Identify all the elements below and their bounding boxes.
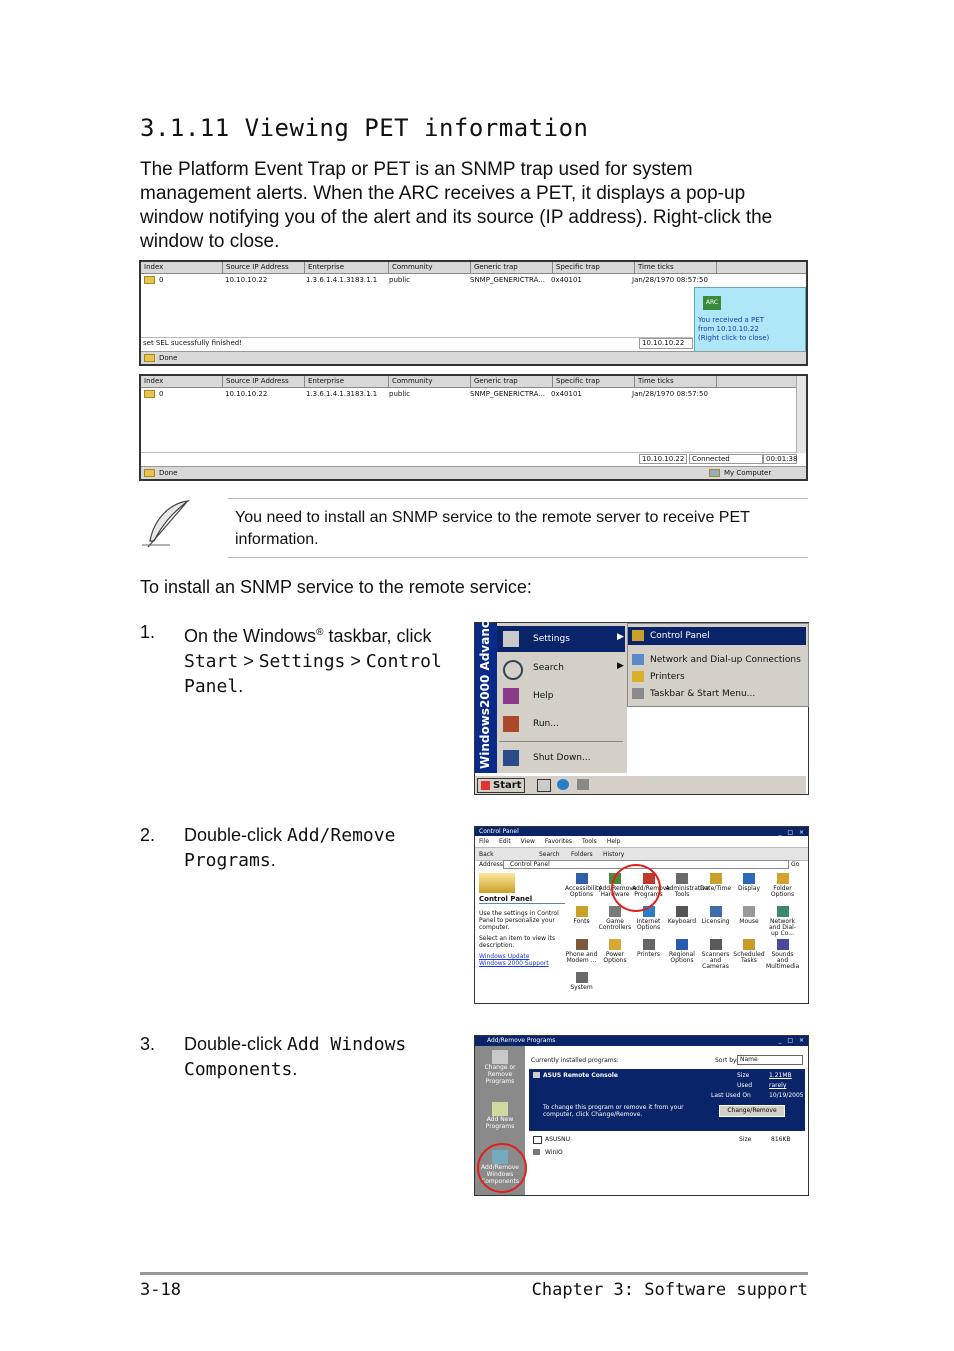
applet-label: Add/Remove Programs [632, 885, 670, 898]
install-intro: To install an SNMP service to the remote service: [140, 577, 532, 597]
title-bar: Control Panel _ □ × [475, 827, 808, 836]
applet-icon [676, 906, 688, 917]
applet-label: Accessibility Options [565, 885, 602, 898]
submenu-control-panel[interactable]: Control Panel [628, 627, 806, 645]
network-icon [632, 654, 644, 665]
status-message: set SEL sucessfully finished! [141, 337, 693, 349]
step-text: Double-click Add/Remove Programs. [184, 825, 396, 871]
program-icon [533, 1072, 540, 1078]
table-cell: 10.10.10.22 [225, 390, 268, 398]
applet-icon [777, 939, 789, 950]
shutdown-icon [503, 750, 519, 766]
sort-select[interactable]: Name [737, 1055, 803, 1065]
applet-icon [710, 873, 722, 884]
applet-icon [576, 972, 588, 983]
applet-label: Game Controllers [598, 918, 632, 931]
table-cell: Jan/28/1970 08:57:50 [632, 390, 708, 398]
applet-icon [743, 939, 755, 950]
menu-item-shutdown[interactable]: Shut Down... [497, 745, 625, 771]
settings-submenu [627, 623, 809, 707]
change-remove-button[interactable]: Change/Remove [719, 1105, 785, 1117]
col-header: Community [389, 376, 471, 387]
ip-field: 10.10.10.22 [639, 454, 687, 464]
menu-item-settings[interactable]: Settings ▶ [497, 626, 625, 652]
table-cell: 1.3.6.1.4.1.3183.1.1 [306, 390, 378, 398]
control-panel-item[interactable] [699, 873, 732, 892]
control-panel-item[interactable] [599, 939, 632, 964]
connection-timer: 00:01:38 [763, 454, 797, 464]
applet-icon [743, 873, 755, 884]
page-icon [144, 469, 155, 477]
status-fields [141, 452, 796, 464]
table-header [141, 262, 806, 274]
control-panel-item[interactable] [699, 939, 732, 970]
internet-explorer-icon[interactable] [557, 779, 569, 790]
table-cell: 10.10.10.22 [225, 276, 268, 284]
menu-item[interactable]: Edit [499, 838, 511, 845]
connection-status: Connected [689, 454, 763, 464]
control-panel-icon [632, 630, 644, 641]
control-panel-item[interactable] [766, 906, 799, 937]
table-cell: 0x40101 [551, 276, 582, 284]
applet-icon [743, 906, 755, 917]
step-number: 2. [140, 825, 156, 845]
col-header: Source IP Address [223, 376, 305, 387]
menu-item[interactable]: Help [606, 838, 621, 845]
highlight-circle [611, 864, 661, 912]
applet-label: Printers [636, 951, 661, 958]
quick-launch-icon[interactable] [577, 779, 589, 790]
control-panel-item[interactable] [766, 873, 799, 898]
status-bar: Done [141, 351, 806, 364]
applet-icon [777, 906, 789, 917]
settings-icon [503, 631, 519, 647]
applet-icon [710, 906, 722, 917]
vertical-scrollbar[interactable] [796, 376, 806, 453]
applet-label: Sounds and Multimedia [766, 951, 800, 970]
page-icon [144, 354, 155, 362]
col-header: Generic trap [471, 376, 553, 387]
menu-item-help[interactable]: Help [497, 683, 625, 709]
submenu-arrow-icon: ▶ [617, 661, 624, 671]
control-panel-item[interactable] [665, 873, 710, 898]
folders-button[interactable]: Folders [571, 851, 593, 858]
applet-icon [576, 906, 588, 917]
add-windows-components-button[interactable]: Add/Remove Windows Components [475, 1150, 525, 1185]
chapter-title: Chapter 3: Software support [531, 1280, 808, 1300]
applet-label: Internet Options [636, 918, 661, 931]
table-cell: SNMP_GENERICTRA... [470, 276, 545, 284]
control-panel-item[interactable] [733, 939, 766, 964]
control-panel-item[interactable] [733, 906, 766, 925]
page-number: 3-18 [140, 1280, 181, 1300]
windows-support-link[interactable]: Windows 2000 Support [479, 960, 549, 967]
change-remove-programs-button[interactable]: Change or Remove Programs [475, 1050, 525, 1085]
note-text: You need to install an SNMP service to the remote server to receive PET information. [235, 509, 750, 548]
zone-label: My Computer [709, 467, 771, 479]
go-button[interactable]: Go [791, 861, 800, 868]
col-header: Time ticks [635, 376, 717, 387]
control-panel-item[interactable] [565, 906, 598, 925]
step-text: On the Windows® taskbar, click Start > Settings > Control Panel. [184, 626, 442, 697]
table-cell: Jan/28/1970 08:57:50 [632, 276, 708, 284]
pet-table-screenshot [139, 374, 808, 481]
search-icon [503, 660, 523, 680]
menu-item[interactable]: Tools [582, 838, 597, 845]
applet-label: Administrative Tools [665, 885, 710, 898]
applet-label: Scheduled Tasks [733, 951, 765, 964]
start-menu-screenshot [474, 604, 809, 795]
start-menu [497, 623, 627, 773]
menu-item[interactable]: Favorites [544, 838, 573, 845]
menu-bar [479, 838, 621, 845]
control-panel-item[interactable] [699, 906, 732, 925]
col-header: Generic trap [471, 262, 553, 273]
applet-icon [777, 873, 789, 884]
taskbar-icon [632, 688, 644, 699]
program-icon [533, 1149, 540, 1155]
col-header: Community [389, 262, 471, 273]
table-cell: 0 [141, 274, 222, 286]
change-remove-icon [492, 1050, 508, 1064]
col-header: Time ticks [635, 262, 717, 273]
menu-item-run[interactable]: Run... [497, 711, 625, 737]
program-icon [533, 1136, 542, 1144]
note-bottom-rule [228, 557, 808, 558]
applet-icon [609, 906, 621, 917]
applet-label: Mouse [739, 918, 759, 925]
add-remove-screenshot: Add/Remove Programs _ □ × Change or Remove Programs Add New Programs Add/Remove Windows Components Currently installed programs: Sort by: Name ASUS Remote Console Size 1.21MB Used rarely Last Used On 10/19/2005 To change this program or remove it from your computer, click Change/Remove. Change/Remove ASUSNU Size 816KB WinIO [474, 1035, 809, 1196]
side-panel: Control Panel Use the settings in Control Panel to personalize your computer. Select an item to view its description. Windows Update Windows 2000 Support [479, 873, 565, 967]
applet-icon [676, 873, 688, 884]
sort-label: Sort by: [715, 1057, 739, 1064]
control-panel-item[interactable] [666, 906, 699, 925]
add-new-programs-button[interactable]: Add New Programs [475, 1102, 525, 1130]
add-new-icon [492, 1102, 508, 1116]
applet-icon [576, 939, 588, 950]
step-number: 1. [140, 622, 156, 642]
applet-label: Phone and Modem ... [565, 951, 598, 964]
applet-label: Folder Options [770, 885, 795, 898]
control-panel-item[interactable] [733, 873, 766, 892]
table-cell: SNMP_GENERICTRA... [470, 390, 545, 398]
footer-rule [140, 1272, 808, 1275]
applet-icon [643, 939, 655, 950]
step-text: Double-click Add Windows Components. [184, 1034, 407, 1080]
col-header: Source IP Address [223, 262, 305, 273]
arc-logo: ARC [703, 296, 721, 310]
col-header: Index [141, 262, 223, 273]
status-bar: Done My Computer [141, 466, 806, 479]
control-panel-item[interactable] [766, 939, 799, 970]
folder-icon [144, 390, 155, 398]
folder-icon [144, 276, 155, 284]
back-button[interactable]: Back [479, 851, 494, 858]
note-top-rule [228, 498, 808, 499]
computer-icon [709, 469, 720, 477]
popup-message: You received a PET from 10.10.10.22 (Right click to close) [698, 316, 770, 342]
printer-icon [632, 671, 644, 682]
menu-item-search[interactable]: Search ▶ [497, 655, 625, 681]
control-panel-graphic-icon [479, 873, 515, 893]
pet-popup-screenshot [139, 260, 808, 366]
table-row[interactable] [141, 388, 806, 400]
window-controls-icon[interactable]: _ □ × [778, 829, 806, 836]
applet-label: Regional Options [669, 951, 695, 964]
control-panel-item[interactable] [565, 972, 598, 991]
run-icon [503, 716, 519, 732]
menu-item[interactable]: File [479, 838, 490, 845]
installed-label: Currently installed programs: [531, 1057, 619, 1064]
menu-divider [499, 741, 623, 742]
control-panel-screenshot [474, 826, 809, 1004]
col-header: Index [141, 376, 223, 387]
step-number: 3. [140, 1034, 156, 1054]
table-cell: public [389, 276, 411, 284]
submenu-printers[interactable]: Printers [628, 669, 806, 685]
applet-label: Date/Time [699, 885, 732, 892]
control-panel-item[interactable] [565, 873, 602, 898]
col-header: Specific trap [553, 376, 635, 387]
applet-label: Network and Dial-up Co... [769, 918, 796, 937]
applet-icon [710, 939, 722, 950]
selected-program[interactable]: ASUS Remote Console Size 1.21MB Used rarely Last Used On 10/19/2005 To change this program or remove it from your computer, click Change/Remove. Change/Remove [529, 1069, 805, 1131]
windows-logo-icon [481, 781, 490, 790]
start-button[interactable]: Start [477, 778, 525, 793]
history-button[interactable]: History [603, 851, 625, 858]
control-panel-item[interactable] [666, 939, 699, 964]
submenu-taskbar[interactable]: Taskbar & Start Menu... [628, 686, 806, 702]
col-header: Enterprise [305, 376, 389, 387]
toolbar [475, 847, 808, 861]
highlight-circle [477, 1143, 527, 1193]
show-desktop-icon[interactable] [537, 779, 551, 792]
help-icon [503, 688, 519, 704]
address-field[interactable]: Control Panel [503, 860, 789, 869]
intro-paragraph: The Platform Event Trap or PET is an SNMP trap used for system management alerts. When the ARC receives a PET, it displays a pop-up window notifying you of the alert and its source (IP address). Right-click the window to close. [140, 159, 773, 252]
applet-label: Fonts [573, 918, 590, 925]
table-cell: 0x40101 [551, 390, 582, 398]
applet-icon [676, 939, 688, 950]
control-panel-item[interactable] [632, 939, 665, 958]
table-row[interactable] [141, 274, 806, 286]
applet-label: Keyboard [667, 918, 697, 925]
applet-label: Add/Remove Hardware [598, 885, 637, 898]
taskbar [475, 775, 806, 794]
applet-icon [609, 939, 621, 950]
table-header [141, 376, 806, 388]
address-bar: Address Control Panel Go [479, 861, 800, 868]
table-cell: 0 [141, 388, 222, 400]
applet-label: Licensing [701, 918, 730, 925]
ip-field: 10.10.10.22 [639, 338, 693, 349]
menu-item[interactable]: View [520, 838, 535, 845]
table-cell: public [389, 390, 411, 398]
submenu-network[interactable]: Network and Dial-up Connections [628, 652, 806, 668]
applet-label: Power Options [603, 951, 627, 964]
window-controls-icon[interactable]: _ □ × [778, 1037, 806, 1044]
control-panel-item[interactable] [565, 939, 598, 964]
col-header: Specific trap [553, 262, 635, 273]
submenu-arrow-icon: ▶ [617, 632, 624, 642]
applet-label: System [570, 984, 593, 991]
windows-update-link[interactable]: Windows Update [479, 953, 530, 960]
applet-label: Display [737, 885, 761, 892]
applet-label: Scanners and Cameras [701, 951, 730, 970]
col-header: Enterprise [305, 262, 389, 273]
table-cell: 1.3.6.1.4.1.3183.1.1 [306, 276, 378, 284]
applet-icon [576, 873, 588, 884]
section-heading: 3.1.11 Viewing PET information [140, 114, 589, 142]
search-button[interactable]: Search [539, 851, 560, 858]
title-bar: Add/Remove Programs _ □ × [475, 1036, 808, 1046]
start-menu-banner: Windows2000 Advanced [475, 623, 497, 773]
feather-note-icon [140, 497, 192, 551]
